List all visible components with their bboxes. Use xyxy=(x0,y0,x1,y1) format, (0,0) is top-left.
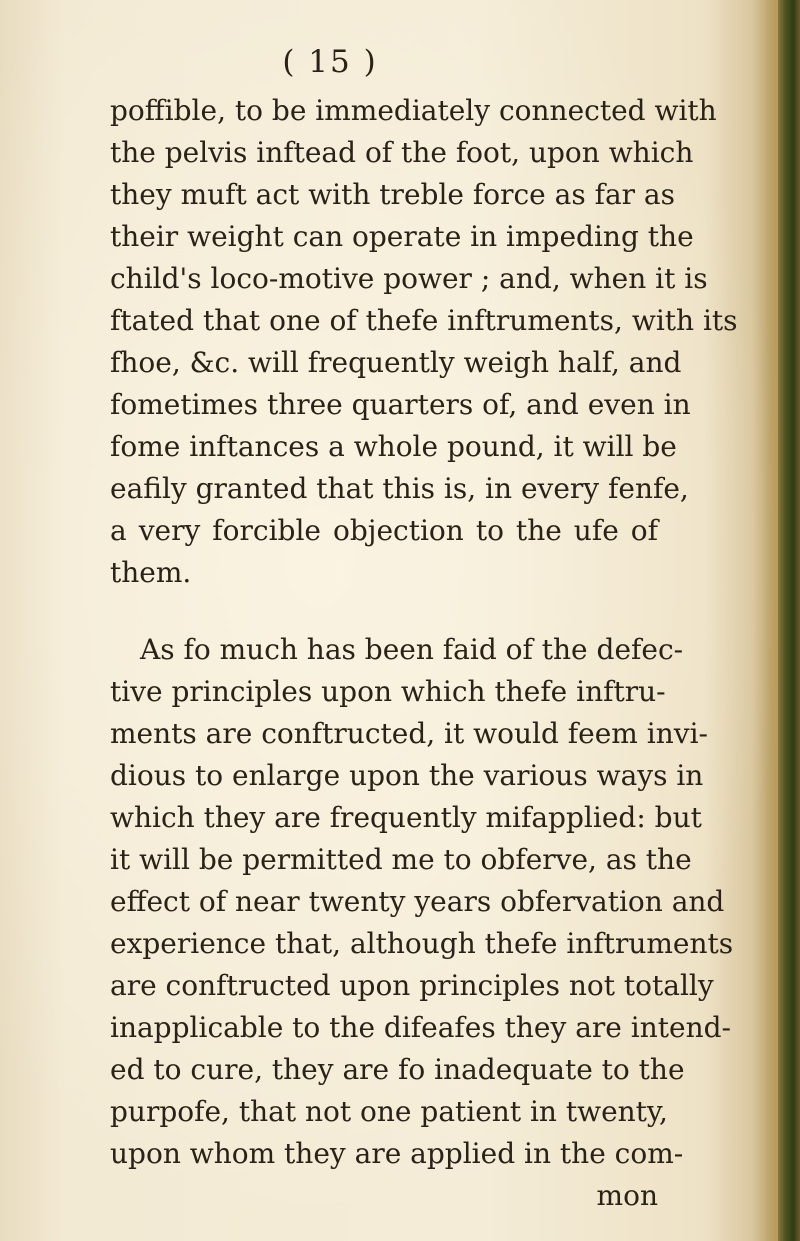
text-line: dious to enlarge upon the various ways in xyxy=(110,759,704,792)
text-line: fhoe, &c. will frequently weigh half, and xyxy=(110,346,682,379)
text-line: ed to cure, they are fo inadequate to the xyxy=(110,1053,685,1086)
text-line: tive principles upon which thefe inftru- xyxy=(110,675,666,708)
page-number: ( 15 ) xyxy=(282,44,378,80)
text-line: are conftructed upon principles not totally xyxy=(110,969,714,1002)
text-line: purpofe, that not one patient in twenty, xyxy=(110,1095,668,1128)
text-line: ftated that one of thefe inftruments, with its xyxy=(110,304,738,337)
text-line: them. xyxy=(110,556,192,589)
catchword: mon xyxy=(596,1179,658,1212)
text-line: ments are conftructed, it would feem invi- xyxy=(110,717,708,750)
page-edge-shadow xyxy=(764,0,778,1241)
text-line: effect of near twenty years obfervation and xyxy=(110,885,725,918)
book-binding-edge xyxy=(778,0,800,1241)
text-line: which they are frequently mifapplied: but xyxy=(110,801,702,834)
text-line: a very forcible objection to the ufe of xyxy=(110,514,658,547)
text-line: fome inftances a whole pound, it will be xyxy=(110,430,677,463)
text-line: fometimes three quarters of, and even in xyxy=(110,388,691,421)
text-line: As fo much has been faid of the defec- xyxy=(140,633,684,666)
text-line: they muft act with treble force as far as xyxy=(110,178,675,211)
text-line: the pelvis inftead of the foot, upon which xyxy=(110,136,694,169)
text-line: eafily granted that this is, in every fenfe, xyxy=(110,472,689,505)
paragraph-gap xyxy=(110,594,658,629)
body-text xyxy=(110,90,738,1217)
paragraph-1 xyxy=(110,90,738,594)
text-line: poffible, to be immediately connected with xyxy=(110,94,717,127)
text-line: upon whom they are applied in the com- xyxy=(110,1137,684,1170)
text-line: their weight can operate in impeding the xyxy=(110,220,694,253)
text-line: inapplicable to the difeafes they are intend- xyxy=(110,1011,731,1044)
text-line: experience that, although thefe inftruments xyxy=(110,927,734,960)
paragraph-2 xyxy=(110,629,734,1175)
text-line: it will be permitted me to obferve, as the xyxy=(110,843,692,876)
text-line: child's loco-motive power ; and, when it is xyxy=(110,262,708,295)
